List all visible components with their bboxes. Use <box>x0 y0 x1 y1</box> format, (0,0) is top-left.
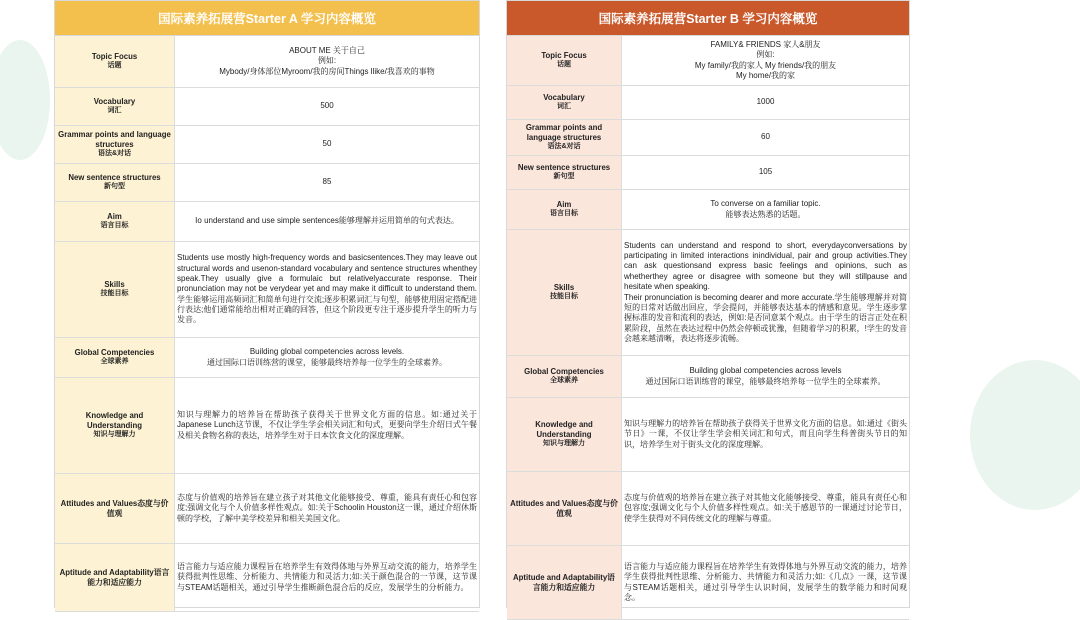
row-value <box>622 190 909 229</box>
row-value-line: 85 <box>322 177 332 187</box>
row-label <box>55 544 175 611</box>
table-row <box>55 544 479 612</box>
row-label <box>507 36 622 85</box>
table-row <box>55 36 479 88</box>
row-value <box>175 544 479 611</box>
row-label-en: Vocabulary <box>93 97 136 107</box>
row-label-en: New sentence structures <box>68 173 161 183</box>
row-label-en: Global Competencies <box>524 367 604 377</box>
row-value <box>175 202 479 241</box>
row-value <box>622 356 909 397</box>
row-label-en: Vocabulary <box>543 93 585 103</box>
row-value-line: To converse on a familiar topic. <box>710 199 821 209</box>
table-row <box>55 164 479 202</box>
row-label-en: Grammar points and language structures <box>525 123 603 143</box>
row-value <box>175 242 479 337</box>
row-label-en: Aptitude and Adaptability语言能力和适应能力 <box>513 572 615 592</box>
starter-a-table <box>54 0 480 608</box>
row-label-en: Skills <box>553 283 575 293</box>
row-value <box>175 338 479 377</box>
row-value <box>622 36 909 85</box>
row-label <box>507 190 622 229</box>
table-row <box>507 230 909 356</box>
row-value-line: 例如: <box>756 50 775 60</box>
table-row <box>507 190 909 230</box>
table-row <box>55 474 479 544</box>
row-value-line: My home/我的家 <box>735 70 796 80</box>
starter-a-rows <box>55 36 479 612</box>
table-row <box>55 88 479 126</box>
table-row <box>507 120 909 156</box>
table-row <box>55 242 479 338</box>
row-value-line: 通过国际口语训练营的课堂，能够最终培养每一位学生的全球素养。 <box>645 376 886 386</box>
row-value-line: Io understand and use simple sentences能够理解并运用简单的句式表达。 <box>195 216 459 226</box>
table-row <box>55 338 479 378</box>
row-label-zh: 知识与理解力 <box>93 430 136 438</box>
row-value-line: 态度与价值观的培养旨在建立孩子对其他文化能够接受、尊重，能具有责任心和包容度;强调文化与个人价值多样性观点。如:关于Schoolin Houston这一课，通过介绍休斯顿的学校，了解中美学校差异和相关美国文化。 <box>177 492 477 523</box>
table-row <box>507 356 909 398</box>
row-label-en: Aptitude and Adaptability语言能力和适应能力 <box>59 567 170 587</box>
row-label-en: Knowledge and Understanding <box>85 411 144 431</box>
row-value-line: My family/我的家人 My friends/我的朋友 <box>694 60 837 70</box>
row-value-line: 例如: <box>317 56 337 66</box>
row-value-line: 知识与理解力的培养旨在帮助孩子获得关于世界文化方面的信息。如:通过《街头节日》一课，不仅让学生学会相关词汇和句式，而且向学生科普街头节日的知识，培养学生对于街头文化的深度理解。 <box>624 418 907 449</box>
table-row <box>507 472 909 546</box>
row-label-zh: 全球素养 <box>550 376 578 384</box>
row-label-zh: 知识与理解力 <box>543 439 585 447</box>
row-label-zh: 新句型 <box>553 172 575 180</box>
row-label-zh: 语法&对话 <box>547 142 581 150</box>
row-value <box>175 474 479 543</box>
row-label-zh: 词汇 <box>107 106 122 114</box>
row-label <box>507 472 622 545</box>
row-label-zh: 技能目标 <box>100 289 129 297</box>
row-label <box>55 202 175 241</box>
row-label-zh: 语言目标 <box>100 221 129 229</box>
row-value-line: ABOUT ME 关于自己 <box>289 45 365 55</box>
row-value-line: 1000 <box>756 97 775 107</box>
row-value-line: Mybody/身体部位Myroom/我的房间Things llike/我喜欢的事物 <box>219 66 435 76</box>
row-label-zh: 技能目标 <box>550 292 578 300</box>
row-label <box>55 378 175 473</box>
table-row <box>507 398 909 472</box>
decor-blob-right <box>970 360 1080 510</box>
row-label <box>507 356 622 397</box>
row-label-en: Aim <box>556 200 572 210</box>
row-value-line: 语言能力与适应能力课程旨在培养学生有效得体地与外界互动交流的能力，培养学生获得批判性思维、分析能力、共情能力和灵活力;如:关于颜色混合的一节课，这节课与STEAM话题相关，通过引导学生推断颜色混合后的反应，发展学生的分析能力。 <box>177 561 477 592</box>
row-value-line: 50 <box>322 139 332 149</box>
row-label-en: Grammar points and language structures <box>58 130 171 150</box>
row-value-line: Building global competencies across levels <box>689 366 842 376</box>
row-value <box>175 36 479 87</box>
table-row <box>507 156 909 190</box>
row-label-en: Knowledge and Understanding <box>535 420 593 440</box>
row-value-line: Their pronunciation is becoming dearer and more accurate.学生能够理解并对简短的日常对话做出回应，学会提问，并能够表达基本的情感和意见。学生逐步掌握标准的发音和流利的表达，例如:是否同意某个观点。由于学生的语言正处在积累阶段，虽然在表达过程中仍然会停顿或犹豫，但随着学习的积累，!学生的发音会越来越清晰，表达将逐步流畅。 <box>624 292 907 344</box>
row-label-en: Topic Focus <box>91 52 138 62</box>
table-row <box>55 202 479 242</box>
row-value-line: 能够表达熟悉的话题。 <box>725 209 806 219</box>
row-value <box>622 398 909 471</box>
row-value <box>175 126 479 163</box>
row-value-line: 500 <box>320 101 334 111</box>
row-label-zh: 语言目标 <box>550 209 578 217</box>
row-label <box>55 88 175 125</box>
row-label-zh: 话题 <box>107 61 122 69</box>
row-label <box>55 474 175 543</box>
row-value <box>175 164 479 201</box>
row-label <box>507 230 622 355</box>
row-label-en: Aim <box>107 212 122 222</box>
row-value <box>622 86 909 119</box>
row-label-en: Global Competencies <box>74 348 155 358</box>
row-label-en: Attitudes and Values态度与价值观 <box>60 498 169 518</box>
row-label <box>507 86 622 119</box>
row-value <box>622 230 909 355</box>
table-row <box>55 378 479 474</box>
row-value-line: 通过国际口语训练营的课堂，能够最终培养每一位学生的全球素养。 <box>207 357 447 367</box>
row-label-zh: 语法&对话 <box>97 149 132 157</box>
row-value-line: 态度与价值观的培养旨在建立孩子对其他文化能够接受、尊重，能具有责任心和包容度;强调文化与个人价值多样性观点。如:关于感恩节的一课通过讨论节日，使学生获得对不同传统文化的理解与尊重。 <box>624 492 907 523</box>
row-value-line: 105 <box>758 167 773 177</box>
row-value-line: Building global competencies across levels. <box>249 347 405 357</box>
table-row <box>507 86 909 120</box>
row-value-line: 知识与理解力的培养旨在帮助孩子获得关于世界文化方面的信息。如:通过关于Japanese Lunch这节课，不仅让学生学会相关词汇和句式，更要向学生介绍日式午餐及相关食物名称的表达，培养学生对于日本饮食文化的深度理解。 <box>177 409 477 440</box>
row-value-line: 语言能力与适应能力课程旨在培养学生有效得体地与外界互动交流的能力，培养学生获得批判性思维、分析能力、共情能力和灵活力;如:《几点》一课，这节课与STEAM话题相关，通过引导学生认识时间，发展学生的数学能力和时间观念。 <box>624 561 907 602</box>
row-value <box>175 378 479 473</box>
row-label <box>507 546 622 619</box>
row-value <box>622 156 909 189</box>
row-label-en: New sentence structures <box>517 163 611 173</box>
row-value <box>175 88 479 125</box>
row-value-line: Students use mostly high-frequency words and basicsentences.They may leave out structural words and usenon-standard vocabulary and sentence structures whenthey speak.They usually give a formulaic but relativelyaccurate response. Their pronunciation may not be verydear yet and may make it difficult to understand them.学生能够运用高频词汇和简单句进行交流;逐步积累词汇与句型，能够使用固定搭配进行表达;他们通常能给出相对正确的回答，但这个阶段更专注于逐步提升学生的听力与发音。 <box>177 253 477 325</box>
row-label-en: Skills <box>104 280 125 290</box>
row-label-zh: 词汇 <box>557 102 571 110</box>
starter-a-title: 国际素养拓展营Starter A 学习内容概览 <box>55 1 479 36</box>
starter-b-rows <box>507 36 909 620</box>
row-value <box>622 120 909 155</box>
row-label-en: Attitudes and Values态度与价值观 <box>510 498 618 518</box>
row-value-line: 60 <box>761 132 770 142</box>
row-label-en: Topic Focus <box>541 51 587 61</box>
table-row <box>55 126 479 164</box>
row-value-line: FAMILY& FRIENDS 家人&朋友 <box>710 39 821 49</box>
row-label <box>55 126 175 163</box>
row-label <box>507 156 622 189</box>
row-label-zh: 新句型 <box>104 182 125 190</box>
starter-b-title: 国际素养拓展营Starter B 学习内容概览 <box>507 1 909 36</box>
row-label <box>55 36 175 87</box>
row-label-zh: 全球素养 <box>100 357 129 365</box>
row-value-line: Students can understand and respond to short, everydayconversations by participating in limited interactions inindividual, pair and group activities.They can ask questionsand express basic feelings and opinions, such as whetherthey agree or disagree with someone but they will stillpause and hesitate when speaking. <box>624 240 907 292</box>
row-value <box>622 546 909 619</box>
row-label <box>507 398 622 471</box>
row-label <box>55 338 175 377</box>
decor-blob-left <box>0 40 50 160</box>
table-row <box>507 36 909 86</box>
row-value <box>622 472 909 545</box>
row-label <box>507 120 622 155</box>
starter-b-table <box>506 0 910 608</box>
row-label-zh: 话题 <box>557 60 571 68</box>
table-row <box>507 546 909 620</box>
row-label <box>55 242 175 337</box>
row-label <box>55 164 175 201</box>
